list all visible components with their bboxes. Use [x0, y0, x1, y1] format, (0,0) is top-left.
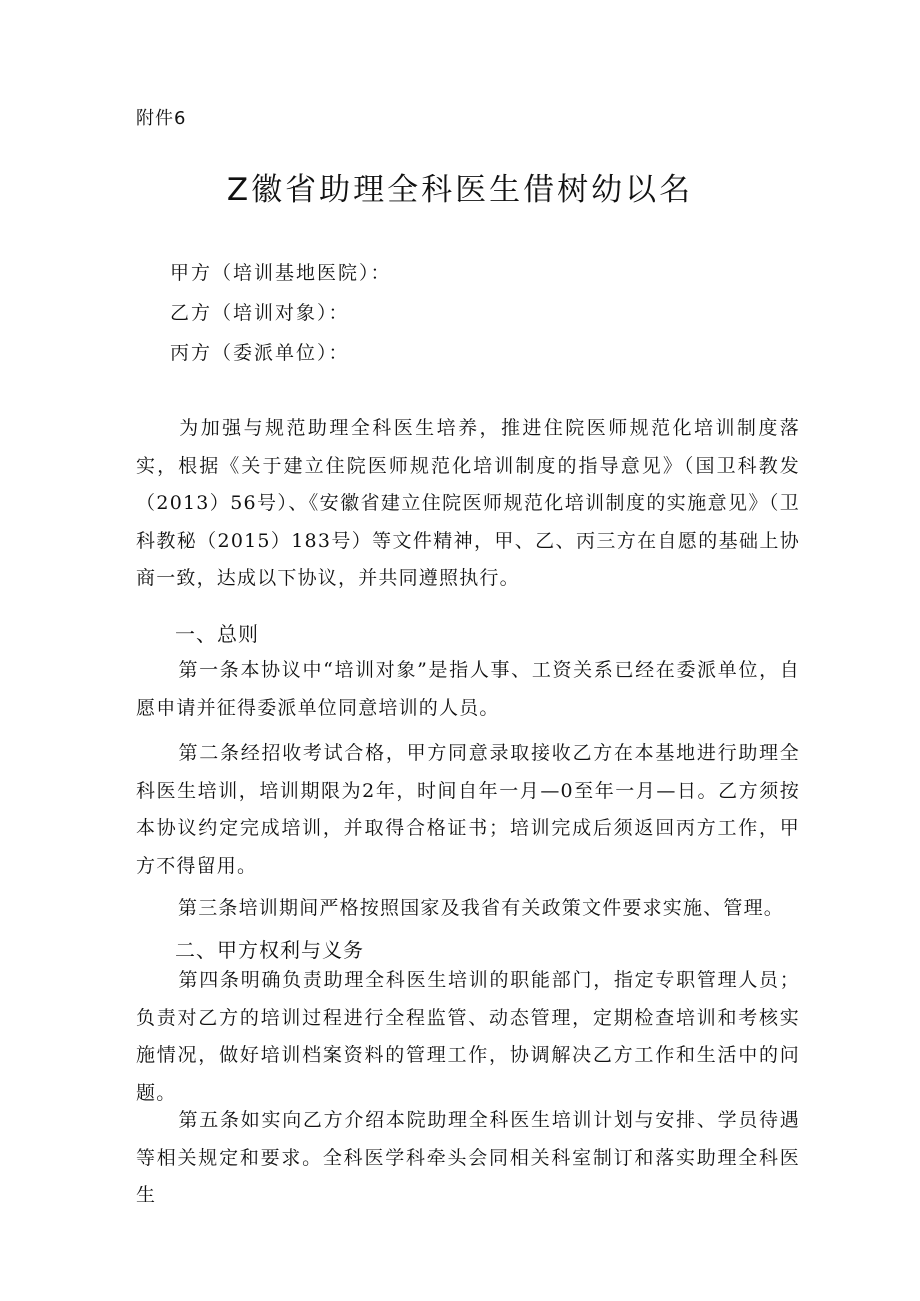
- party-c-line: 丙方（委派单位）：: [170, 342, 350, 364]
- preamble-text: 为加强与规范助理全科医生培养，推进住院医师规范化培训制度落实，根据《关于建立住院医师规范化培训制度的指导意见》（国卫科教发（2013）56号）、《安徽省建立住院医师规范化培训制度的实施意见》（卫科教秘（2015）183号）等文件精神，甲、乙、丙三方在自愿的基础上协商一致，达成以下协议，并共同遵照执行。: [136, 417, 800, 589]
- article-2-text: 第二条经招收考试合格，甲方同意录取接收乙方在本基地进行助理全科医生培训，培训期限为2年，时间自年一月—0至年一月—日。乙方须按本协议约定完成培训，并取得合格证书；培训完成后须返回丙方工作，甲方不得留用。: [136, 742, 800, 877]
- attachment-label: 附件6: [136, 108, 187, 129]
- article-4-paragraph: [136, 962, 800, 1112]
- article-1-text: 第一条本协议中“培训对象”是指人事、工资关系已经在委派单位，自愿申请并征得委派单位同意培训的人员。: [136, 659, 800, 719]
- party-b-line: 乙方（培训对象）：: [170, 302, 350, 324]
- article-5-text: 第五条如实向乙方介绍本院助理全科医生培训计划与安排、学员待遇等相关规定和要求。全科医学科牵头会同相关科室制订和落实助理全科医生: [136, 1109, 800, 1206]
- section-2-heading: 二、甲方权利与义务: [175, 938, 364, 962]
- article-1-paragraph: [136, 652, 800, 727]
- article-5-paragraph: [136, 1102, 800, 1215]
- article-4-text: 第四条明确负责助理全科医生培训的职能部门，指定专职管理人员；负责对乙方的培训过程进行全程监管、动态管理，定期检查培训和考核实施情况，做好培训档案资料的管理工作，协调解决乙方工作和生活中的问题。: [136, 969, 800, 1104]
- preamble-paragraph: [136, 410, 800, 598]
- document-title: Z徽省助理全科医生借树幼以名: [226, 172, 694, 208]
- article-3-paragraph: [136, 890, 800, 928]
- article-3-text: 第三条培训期间严格按照国家及我省有关政策文件要求实施、管理。: [178, 897, 785, 919]
- section-1-heading: 一、总则: [175, 622, 259, 646]
- article-2-paragraph: [136, 735, 800, 885]
- party-a-line: 甲方（培训基地医院）：: [170, 262, 392, 284]
